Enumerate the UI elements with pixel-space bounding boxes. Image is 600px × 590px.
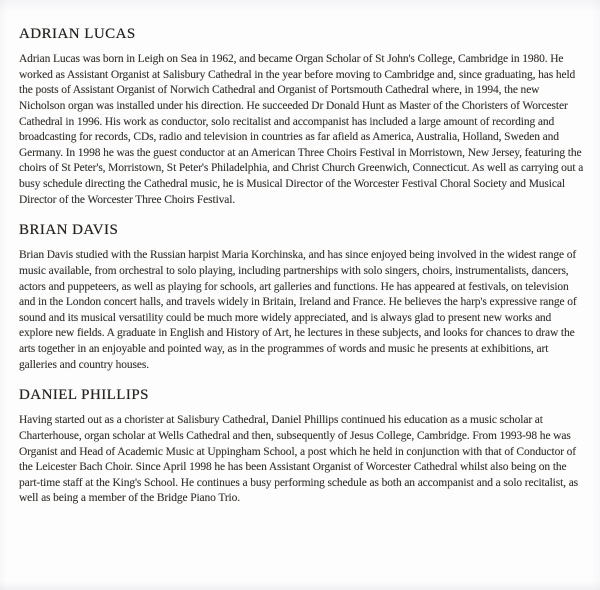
bio-heading-adrian-lucas: ADRIAN LUCAS (19, 26, 136, 42)
bio-section-adrian-lucas (19, 26, 586, 208)
bio-paragraph-brian-davis: Brian Davis studied with the Russian harpist Maria Korchinska, and has since enjoyed being involved in the widest range of music available, from orchestral to solo playing, including partnerships with solo singers, choirs, instrumentalists, dancers, actors and puppeteers, as well as playing for schools, art galleries and functions. He has appeared at festivals, on television and in the London concert halls, and travels widely in Britain, Ireland and France. He believes the harp's expressive range of sound and its musical versatility could be much more widely appreciated, and is always glad to present new works and explore new fields. A graduate in English and History of Art, he lectures in these subjects, and looks for chances to draw the arts together in an enjoyable and pointed way, as in the programmes of words and music he presents at exhibitions, art galleries and country houses. (19, 249, 577, 371)
bio-section-brian-davis (19, 222, 586, 373)
bio-paragraph-adrian-lucas: Adrian Lucas was born in Leigh on Sea in 1962, and became Organ Scholar of St John's College, Cambridge in 1980. He worked as Assistant Organist at Salisbury Cathedral in the year before moving to Cambridge and, since graduating, has held the posts of Assistant Organist of Norwich Cathedral and Organist of Portsmouth Cathedral where, in 1994, the new Nicholson organ was installed under his direction. He succeeded Dr Donald Hunt as Master of the Choristers of Worcester Cathedral in 1996. His work as conductor, solo recitalist and accompanist has included a large amount of recording and broadcasting for records, CDs, radio and television in countries as far afield as America, Australia, Holland, Sweden and Germany. In 1998 he was the guest conductor at an American Three Choirs Festival in Morristown, New Jersey, featuring the choirs of St Peter's, Morristown, St Peter's Philadelphia, and Christ Church Greenwich, Connecticut. As well as carrying out a busy schedule directing the Cathedral music, he is Musical Director of the Worcester Festival Choral Society and Musical Director of the Worcester Three Choirs Festival. (19, 53, 584, 206)
bio-heading-brian-davis: BRIAN DAVIS (19, 222, 119, 239)
bio-paragraph-daniel-phillips: Having started out as a chorister at Salisbury Cathedral, Daniel Phillips continued his education as a music scholar at Charterhouse, organ scholar at Wells Cathedral and then, subsequently of Jesus College, Cambridge. From 1993-98 he was Organist and Head of Academic Music at Uppingham School, a post which he held in conjunction with that of Conductor of the Leicester Bach Choir. Since April 1998 he has been Assistant Organist of Worcester Cathedral whilst also being on the part-time staff at the King's School. He continues a busy performing schedule as both an accompanist and a solo recitalist, as well as being a member of the Bridge Piano Trio. (19, 414, 579, 505)
bio-section-daniel-phillips (19, 387, 586, 507)
bio-heading-daniel-phillips: DANIEL PHILLIPS (19, 387, 149, 404)
